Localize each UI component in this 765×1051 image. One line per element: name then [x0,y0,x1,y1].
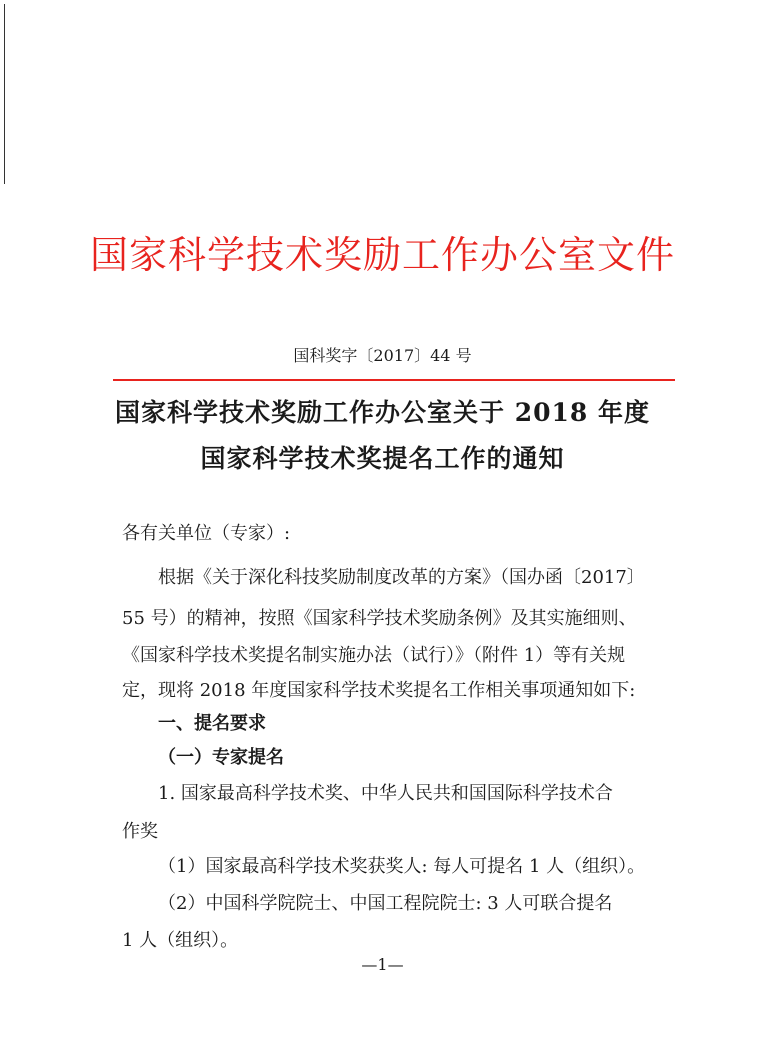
section-heading: 一、提名要求 [158,713,266,734]
red-separator-line [113,379,675,381]
scan-edge-mark [4,4,5,184]
sub-item-line: 1 人（组织）。 [122,930,239,951]
sub-item-line: （2）中国科学院院士、中国工程院院士: 3 人可联合提名 [158,893,613,914]
paragraph-line: 《国家科学技术奖提名制实施办法（试行）》（附件 1）等有关规 [122,645,626,666]
sub-item-line: （1）国家最高科学技术奖获奖人: 每人可提名 1 人（组织）。 [158,856,646,877]
document-title-line-2: 国家科学技术奖提名工作的通知 [200,444,565,473]
document-number: 国科奖字〔2017〕44 号 [293,346,472,365]
subsection-heading: （一）专家提名 [158,747,284,768]
item-line: 1. 国家最高科学技术奖、中华人民共和国国际科学技术合 [158,783,613,804]
salutation: 各有关单位（专家）: [122,523,291,544]
paragraph-line: 定，现将 2018 年度国家科学技术奖提名工作相关事项通知如下: [122,680,636,701]
paragraph-line: 55 号）的精神，按照《国家科学技术奖励条例》及其实施细则、 [122,608,637,629]
document-title-line-1: 国家科学技术奖励工作办公室关于 2018 年度 [115,398,650,427]
page-number: —1— [361,955,404,974]
paragraph-line: 根据《关于深化科技奖励制度改革的方案》（国办函〔2017〕 [158,567,645,588]
issuer-header: 国家科学技术奖励工作办公室文件 [89,233,675,277]
item-line: 作奖 [122,821,158,842]
